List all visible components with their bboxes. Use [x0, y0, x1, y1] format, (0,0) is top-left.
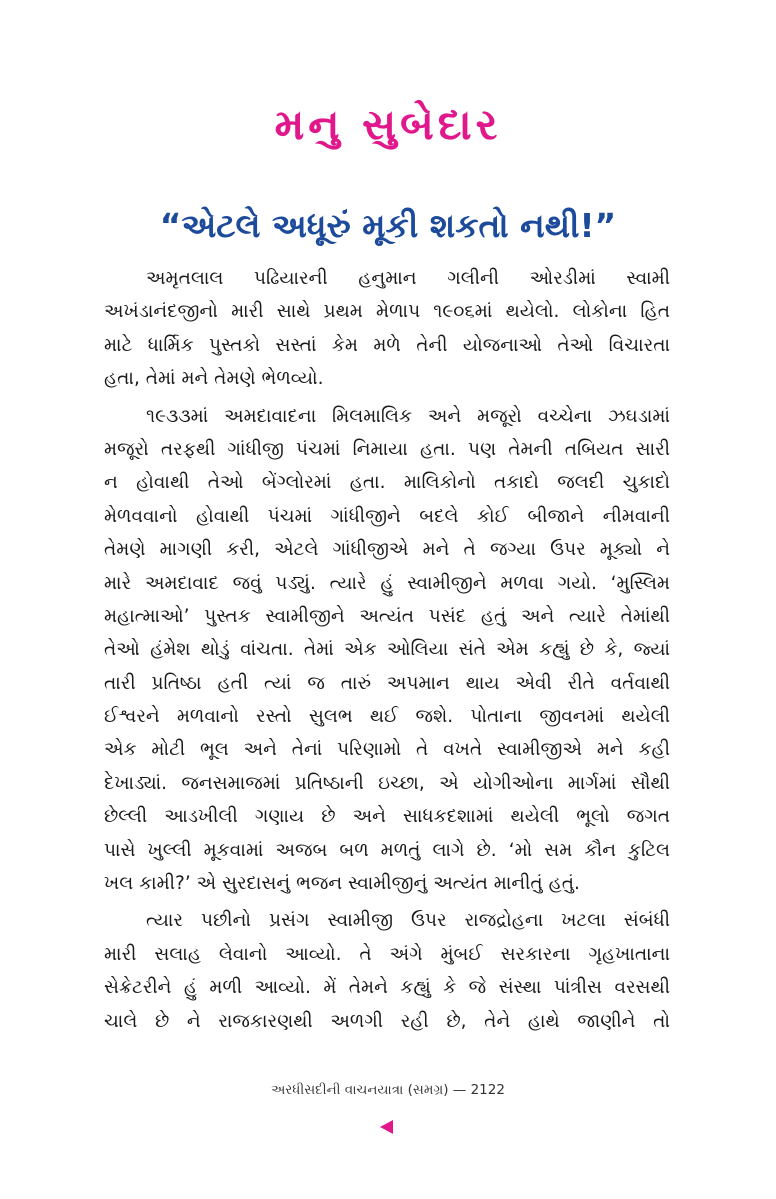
text-line: મહાત્માઓ’ પુસ્તક સ્વામીજીને અત્યંત પસંદ હતું અને ત્યારે તેમાંથી: [104, 605, 670, 627]
text-line: અમૃતલાલ પઢિયારની હનુમાન ગલીની ઓરડીમાં સ્વામી: [146, 268, 670, 289]
text-line: માટે ધાર્મિક પુસ્તકો સસ્તાં કેમ મળે તેની યોજનાઓ તેઓ વિચારતા: [104, 334, 670, 356]
text-line: ન હોવાથી તેઓ બેંગ્લોરમાં હતા. માલિકોનો તકાદો જલદી ચુકાદો: [104, 472, 670, 494]
body-text: [104, 262, 670, 1042]
paragraph-3: [104, 904, 670, 1038]
text-line: હતા, તેમાં મને તેમણે ભેળવ્યો.: [104, 368, 324, 390]
text-line: પાસે ખુલ્લી મૂકવામાં અજબ બળ મળતું લાગે છે. ‘મો સમ કૌન કુટિલ: [104, 839, 670, 861]
text-line: મેળવવાનો હોવાથી પંચમાં ગાંધીજીને બદલે કોઈ બીજાને નીમવાની: [104, 505, 670, 527]
text-line: દેખાડ્યાં. જનસમાજમાં પ્રતિષ્ઠાની ઇચ્છા, એ યોગીઓના માર્ગમાં સૌથી: [104, 772, 670, 794]
text-line: સેક્રેટરીને હું મળી આવ્યો. મેં તેમને કહ્યું કે જે સંસ્થા પાંત્રીસ વરસથી: [104, 977, 670, 999]
page-footer: અરધીસદીની વાચનયાત્રા (સમગ્ર) — 2122: [271, 1082, 505, 1098]
previous-page-icon[interactable]: [380, 1120, 393, 1134]
text-line: મારે અમદાવાદ જવું પડ્યું. ત્યારે હું સ્વામીજીને મળવા ગયો. ‘મુસ્લિમ: [104, 572, 670, 594]
text-line: ચાલે છે ને રાજકારણથી અળગી રહી છે, તેને હાથે જાણીને તો: [104, 1010, 670, 1032]
text-line: અખંડાનંદજીનો મારી સાથે પ્રથમ મેળાપ ૧૯૦૬માં થયેલો. લોકોના હિત: [104, 301, 670, 323]
text-line: મજૂરો તરફથી ગાંધીજી પંચમાં નિમાયા હતા. પણ તેમની તબિયત સારી: [104, 438, 670, 460]
paragraph-2: [104, 400, 670, 901]
author-name: મનુ સુબેદાર: [274, 100, 502, 149]
text-line: છેલ્લી આડખીલી ગણાય છે અને સાધકદશામાં થયેલી ભૂલો જગત: [104, 806, 670, 828]
text-line: ૧૯૩૩માં અમદાવાદના મિલમાલિક અને મજૂરો વચ્ચેના ઝઘડામાં: [146, 405, 670, 427]
paragraph-1: [104, 262, 670, 396]
text-line: તેમણે માગણી કરી, એટલે ગાંધીજીએ મને તે જગ્યા ઉપર મૂક્યો ને: [104, 539, 670, 561]
text-line: મારી સલાહ લેવાનો આવ્યો. તે અંગે મુંબઈ સરકારના ગૃહખાતાના: [104, 943, 670, 965]
text-line: એક મોટી ભૂલ અને તેનાં પરિણામો તે વખતે સ્વામીજીએ મને કહી: [104, 739, 670, 761]
essay-title: “એટલે અધૂરું મૂકી શકતો નથી!”: [159, 206, 617, 245]
text-line: ખલ કામી?’ એ સુરદાસનું ભજન સ્વામીજીનું અત્યંત માનીતું હતું.: [104, 873, 580, 895]
text-line: તેઓ હંમેશ થોડું વાંચતા. તેમાં એક ઓલિયા સંતે એમ કહ્યું છે કે, જ્યાં: [104, 639, 670, 661]
text-line: તારી પ્રતિષ્ઠા હતી ત્યાં જ તારું અપમાન થાય એવી રીતે વર્તવાથી: [104, 672, 670, 694]
text-line: ત્યાર પછીનો પ્રસંગ સ્વામીજી ઉપર રાજદ્રોહના ખટલા સંબંધી: [146, 910, 670, 932]
text-line: ઈશ્વરને મળવાનો રસ્તો સુલભ થઈ જશે. પોતાના જીવનમાં થયેલી: [104, 706, 670, 728]
